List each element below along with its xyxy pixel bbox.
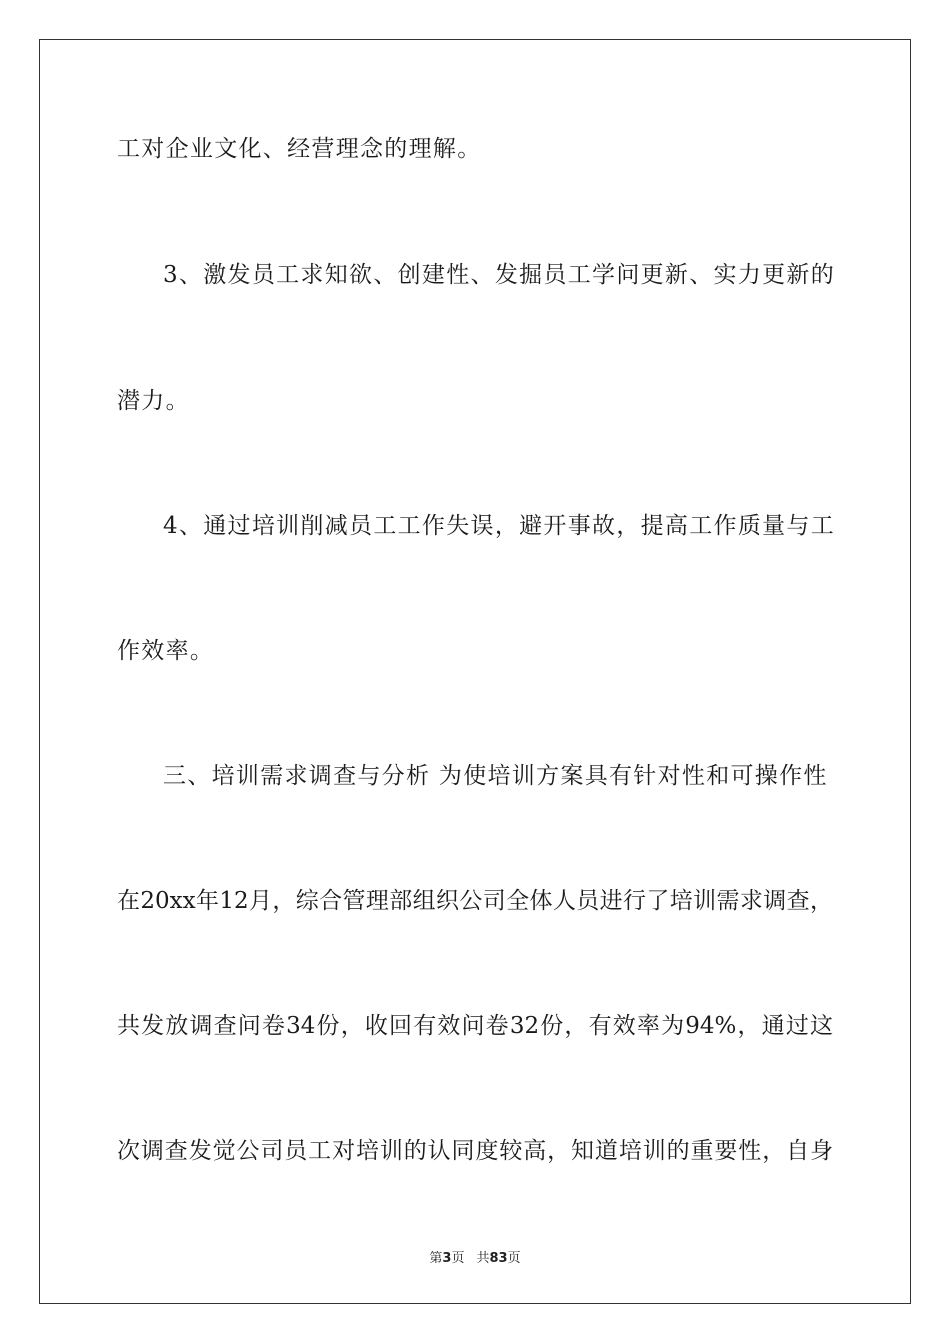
page-footer [0,1247,950,1266]
body-text-line: 4、通过培训削减员工工作失误，避开事故，提高工作质量与工 [163,513,836,539]
total-suffix: 页 [507,1251,521,1266]
page-border [39,39,911,1304]
section-heading-line: 三、培训需求调查与分析 为使培训方案具有针对性和可操作性 [163,763,828,789]
body-text-line: 作效率。 [117,638,215,664]
page-suffix: 页 [451,1251,465,1266]
total-pages-number: 83 [489,1251,508,1266]
current-page-number: 3 [442,1251,452,1266]
body-text-line: 次调查发觉公司员工对培训的认同度较高，知道培训的重要性，自身 [117,1138,833,1164]
total-prefix: 共 [476,1251,490,1266]
body-text-line: 3、激发员工求知欲、创建性、发掘员工学问更新、实力更新的 [163,262,836,288]
body-text-line: 共发放调查问卷34份，收回有效问卷32份，有效率为94%，通过这 [117,1013,833,1039]
body-text-line: 在20xx年12月，综合管理部组织公司全体人员进行了培训需求调查， [117,888,833,914]
body-text-line: 工对企业文化、经营理念的理解。 [117,136,482,162]
body-text-line: 潜力。 [117,388,190,414]
page-prefix: 第 [429,1251,443,1266]
